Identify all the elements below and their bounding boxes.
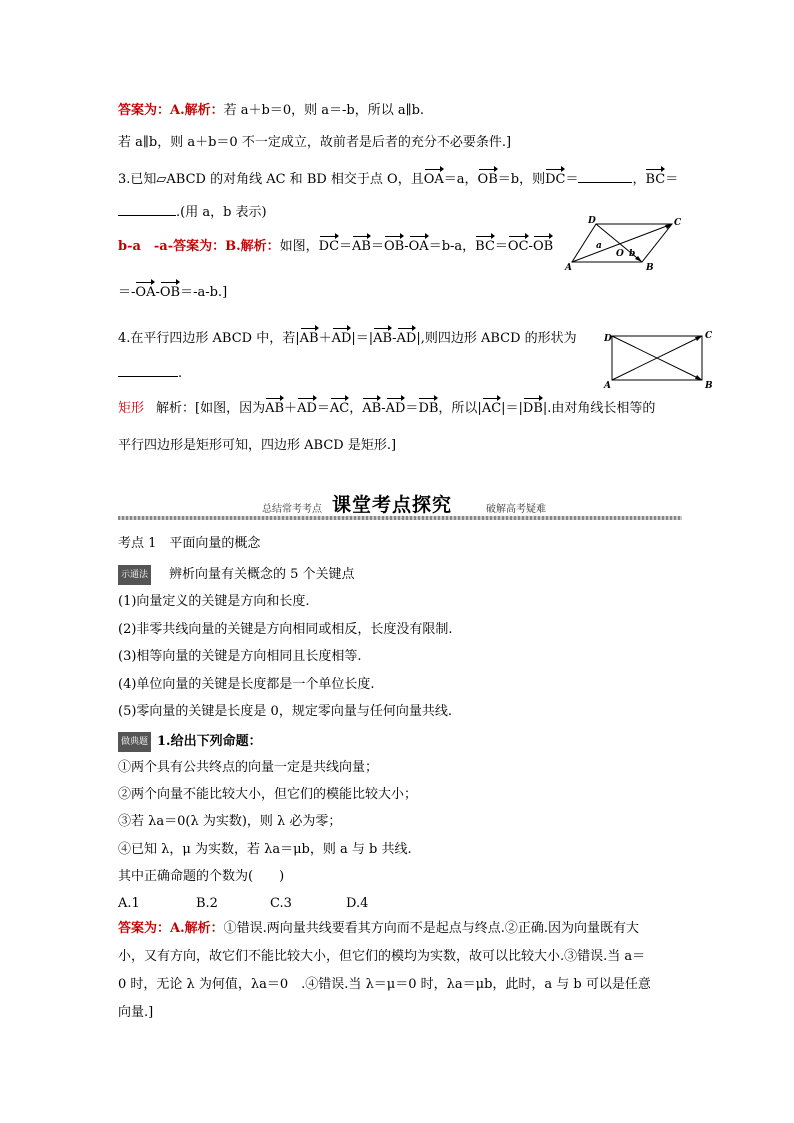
label-D: D <box>604 334 612 344</box>
answer-label: 答案为：A.解析： <box>118 103 224 118</box>
section-banner: 总结常考考点 课堂考点探究 破解高考疑难 <box>118 490 682 520</box>
question-3-answer-line-2: ＝-OA-OB＝-a-b.] <box>118 285 228 300</box>
proposition-2: ②两个向量不能比较大小，但它们的模能比较大小； <box>118 787 418 802</box>
label-b: b <box>629 249 636 259</box>
method-tag: 示通法 <box>118 565 151 585</box>
label-A: A <box>604 381 611 390</box>
question-4-answer-line-2: 平行四边形是矩形可知，四边形 ABCD 是矩形.] <box>118 438 397 453</box>
rectangle-figure <box>600 328 718 390</box>
label-C: C <box>674 218 682 228</box>
question-3-answer-line-1: b-a -a-答案为：B.解析：如图，DC＝AB＝OB-OA＝b-a，BC＝OC-OB <box>118 239 554 254</box>
label-B: B <box>705 381 713 390</box>
question-4-answer-line-1: 矩形 解析：[如图，因为AB＋AD＝AC，AB-AD＝DB，所以|AC|＝|DB|.由对角线长相等的 <box>118 401 656 416</box>
point-3: (3)相等向量的关键是方向相同且长度相等. <box>118 649 362 664</box>
proposition-1: ①两个具有公共终点的向量一定是共线向量； <box>118 760 379 775</box>
label-O: O <box>616 249 624 259</box>
parallelogram-figure <box>562 212 682 274</box>
final-answer-line-3: 0 时，无论 λ 为何值，λa＝0 .④错误.当 λ＝μ＝0 时，λa＝μb，此时，a 与 b 可以是任意 <box>118 977 651 992</box>
option-b: B.2 <box>196 896 218 911</box>
final-answer-line-4: 向量.] <box>118 1005 154 1020</box>
point-1: (1)向量定义的关键是方向和长度. <box>118 594 310 609</box>
blank-3 <box>118 364 178 377</box>
final-answer-line-1: 答案为：A.解析：①错误.两向量共线要看其方向而不是起点与终点.②正确.因为向量既有大 <box>118 921 640 936</box>
example-heading: 做典题 1.给出下列命题： <box>118 732 262 752</box>
blank-1 <box>578 170 632 183</box>
example-tag: 做典题 <box>118 732 151 752</box>
option-d: D.4 <box>346 896 369 911</box>
option-c: C.3 <box>270 896 292 911</box>
question-4-line-2: . <box>118 364 182 383</box>
final-answer-line-2: 小，又有方向，故它们不能比较大小，但它们的模均为实数，故可以比较大小.③错误.当 a＝ <box>118 949 646 964</box>
banner-divider <box>118 516 682 520</box>
answer-line-2: 若 a∥b，则 a＋b＝0 不一定成立，故前者是后者的充分不必要条件.] <box>118 135 512 150</box>
answer-text: 若 a＋b＝0，则 a＝-b，所以 a∥b. <box>223 103 425 118</box>
point-4: (4)单位向量的关键是长度都是一个单位长度. <box>118 677 375 692</box>
proposition-4: ④已知 λ，μ 为实数，若 λa＝μb，则 a 与 b 共线. <box>118 842 412 857</box>
question-3-line-1: 3.已知▱ABCD 的对角线 AC 和 BD 相交于点 O，且OA＝a，OB＝b，则DC＝ ，BC＝ <box>118 172 679 187</box>
count-question: 其中正确命题的个数为( ) <box>118 869 285 884</box>
label-A: A <box>565 263 572 273</box>
proposition-3: ③若 λa＝0(λ 为实数)，则 λ 必为零； <box>118 814 342 829</box>
question-4-line-1: 4.在平行四边形 ABCD 中，若|AB＋AD|＝|AB-AD|,则四边形 ABCD 的形状为 <box>118 331 577 346</box>
option-a: A.1 <box>118 896 140 911</box>
question-3-line-2: .(用 a，b 表示) <box>118 203 267 222</box>
label-a: a <box>596 241 602 251</box>
blank-2 <box>118 203 176 216</box>
label-C: C <box>705 331 713 341</box>
label-D: D <box>588 216 596 226</box>
answer-line-1 <box>118 102 424 120</box>
options-row <box>118 895 368 913</box>
topic-heading: 考点 1 平面向量的概念 <box>118 536 261 551</box>
label-B: B <box>646 263 654 273</box>
method-heading: 示通法 辨析向量有关概念的 5 个关键点 <box>118 565 355 585</box>
point-5: (5)零向量的关键是长度是 0，规定零向量与任何向量共线. <box>118 704 452 719</box>
point-2: (2)非零共线向量的关键是方向相同或相反，长度没有限制. <box>118 622 453 637</box>
